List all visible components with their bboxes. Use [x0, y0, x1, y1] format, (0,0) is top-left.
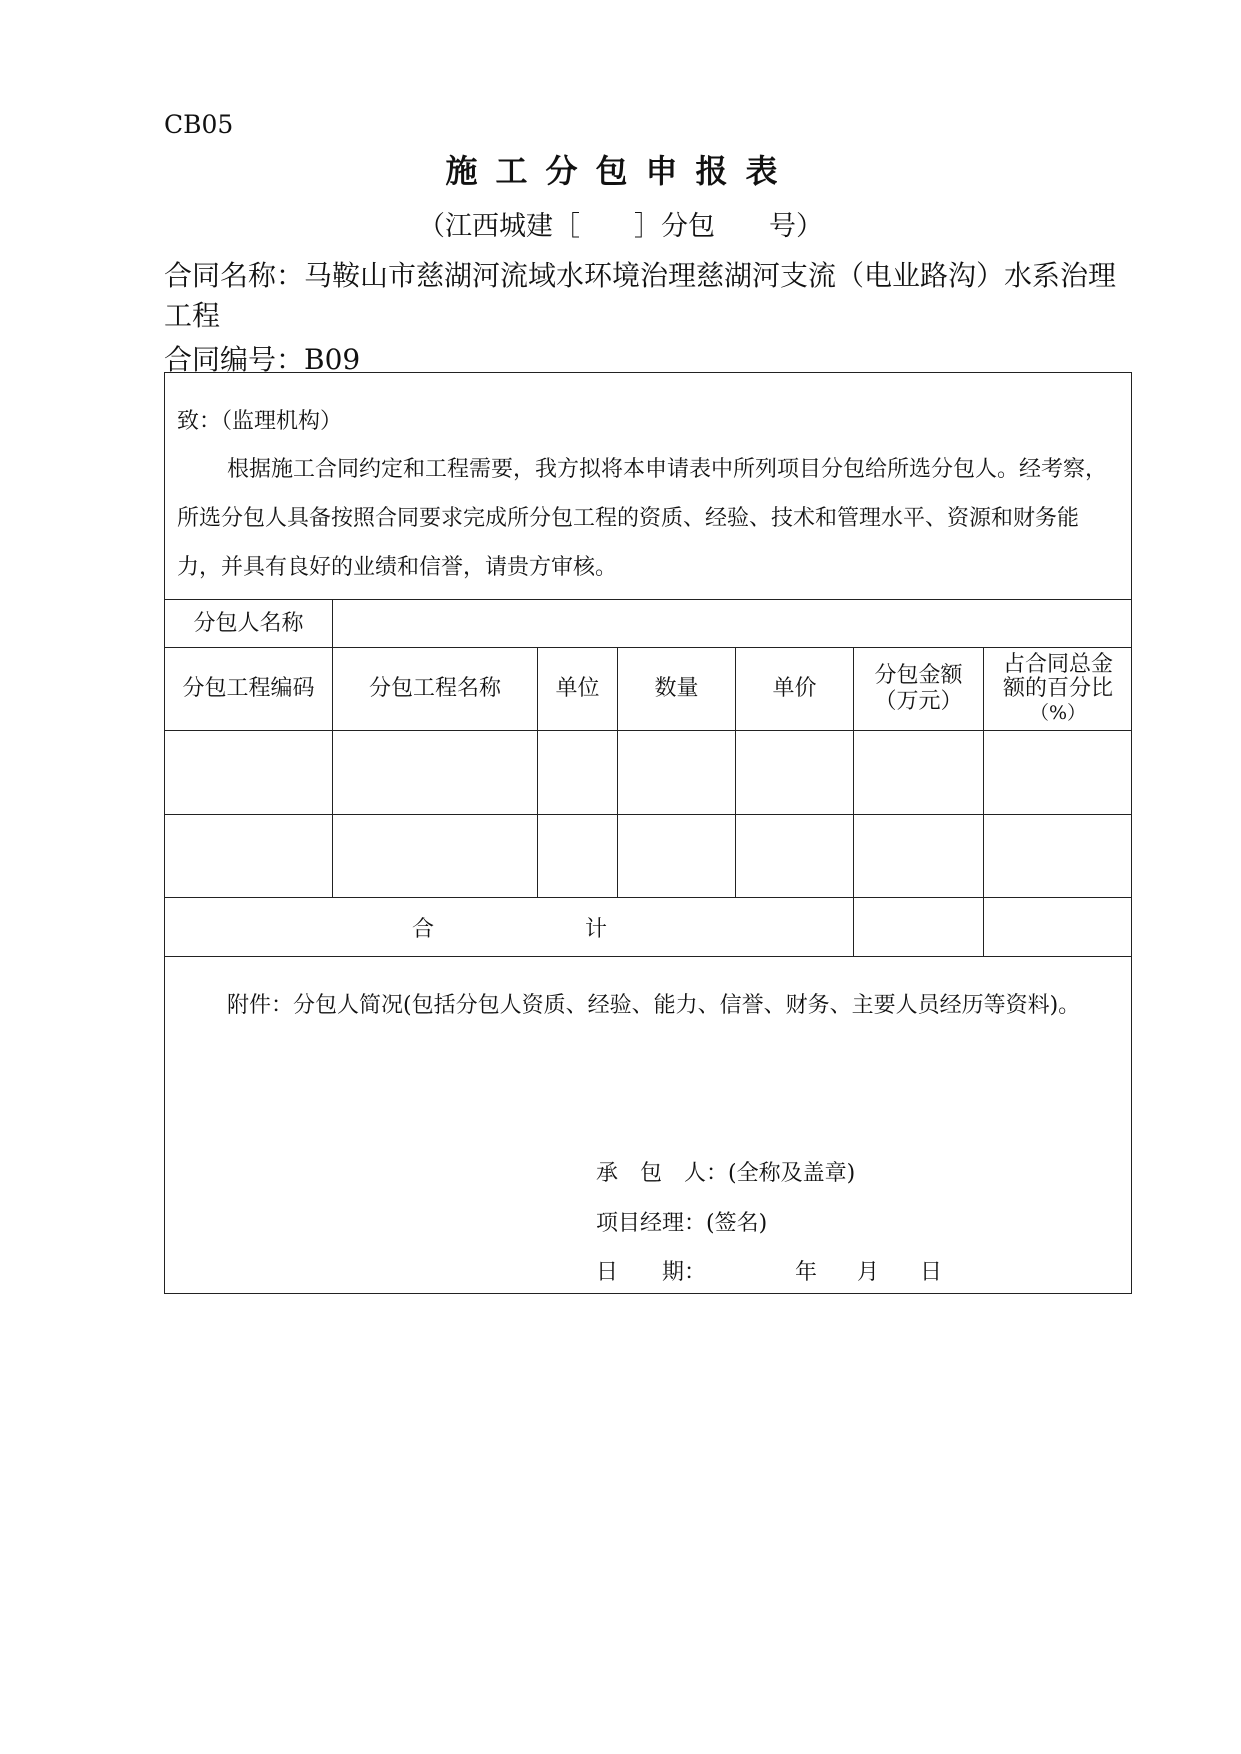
- header-amount-line-1: 分包金额: [874, 663, 963, 688]
- header-subcontract-amount: [855, 648, 982, 730]
- contract-number: 合同编号：B09: [164, 343, 361, 376]
- document-title: 施工分包申报表: [445, 152, 796, 190]
- form-code: CB05: [164, 110, 234, 139]
- header-quantity: 数量: [654, 676, 699, 701]
- rule-after-row-1: [164, 814, 1132, 815]
- date-year: 年: [795, 1260, 818, 1285]
- table-row: [166, 816, 1131, 896]
- header-pct-line-2: 额的百分比: [1002, 676, 1113, 701]
- total-label-part-2: 计: [585, 917, 608, 942]
- letter-body: 根据施工合同约定和工程需要，我方拟将本申请表中所列项目分包给所选分包人。经考察，所选分包人具备按照合同要求完成所分包工程的资质、经验、技术和管理水平、资源和财务能力，并具有良好的业绩和信誉，请贵方审核。: [177, 457, 1108, 580]
- document-number-line: （江西城建［ ］分包 号）: [418, 211, 823, 242]
- project-manager-signature-line: 项目经理：(签名): [596, 1211, 768, 1236]
- header-percentage: [985, 648, 1131, 730]
- rule-after-total: [164, 956, 1132, 957]
- subcontractor-name-label: 分包人名称: [193, 610, 304, 636]
- header-unit: 单位: [555, 676, 600, 701]
- rule-after-header: [164, 730, 1132, 731]
- contract-name: 合同名称：马鞍山市慈湖河流域水环境治理慈湖河支流（电业路沟）水系治理工程: [164, 259, 1117, 332]
- header-amount-line-2: （万元）: [874, 689, 963, 714]
- date-label: 日 期：: [596, 1260, 707, 1285]
- header-pct-line-1: 占合同总金: [1002, 652, 1113, 677]
- attachment-note: 附件：分包人简况(包括分包人资质、经验、能力、信誉、财务、主要人员经历等资料)。: [227, 993, 1081, 1018]
- contractor-signature-line: 承 包 人：(全称及盖章): [596, 1161, 856, 1186]
- subcontractor-name-value: [334, 600, 1131, 647]
- header-unit-price: 单价: [772, 676, 817, 701]
- date-month: 月: [857, 1260, 880, 1285]
- table-row: [166, 732, 1131, 813]
- date-day: 日: [920, 1260, 943, 1285]
- header-work-name: 分包工程名称: [368, 676, 501, 701]
- header-pct-line-3: （%）: [1029, 702, 1087, 724]
- total-label-part-1: 合: [412, 917, 435, 942]
- letter-recipient: 致：（监理机构）: [177, 409, 343, 434]
- header-work-code: 分包工程编码: [182, 676, 315, 701]
- rule-after-row-2: [164, 897, 1132, 898]
